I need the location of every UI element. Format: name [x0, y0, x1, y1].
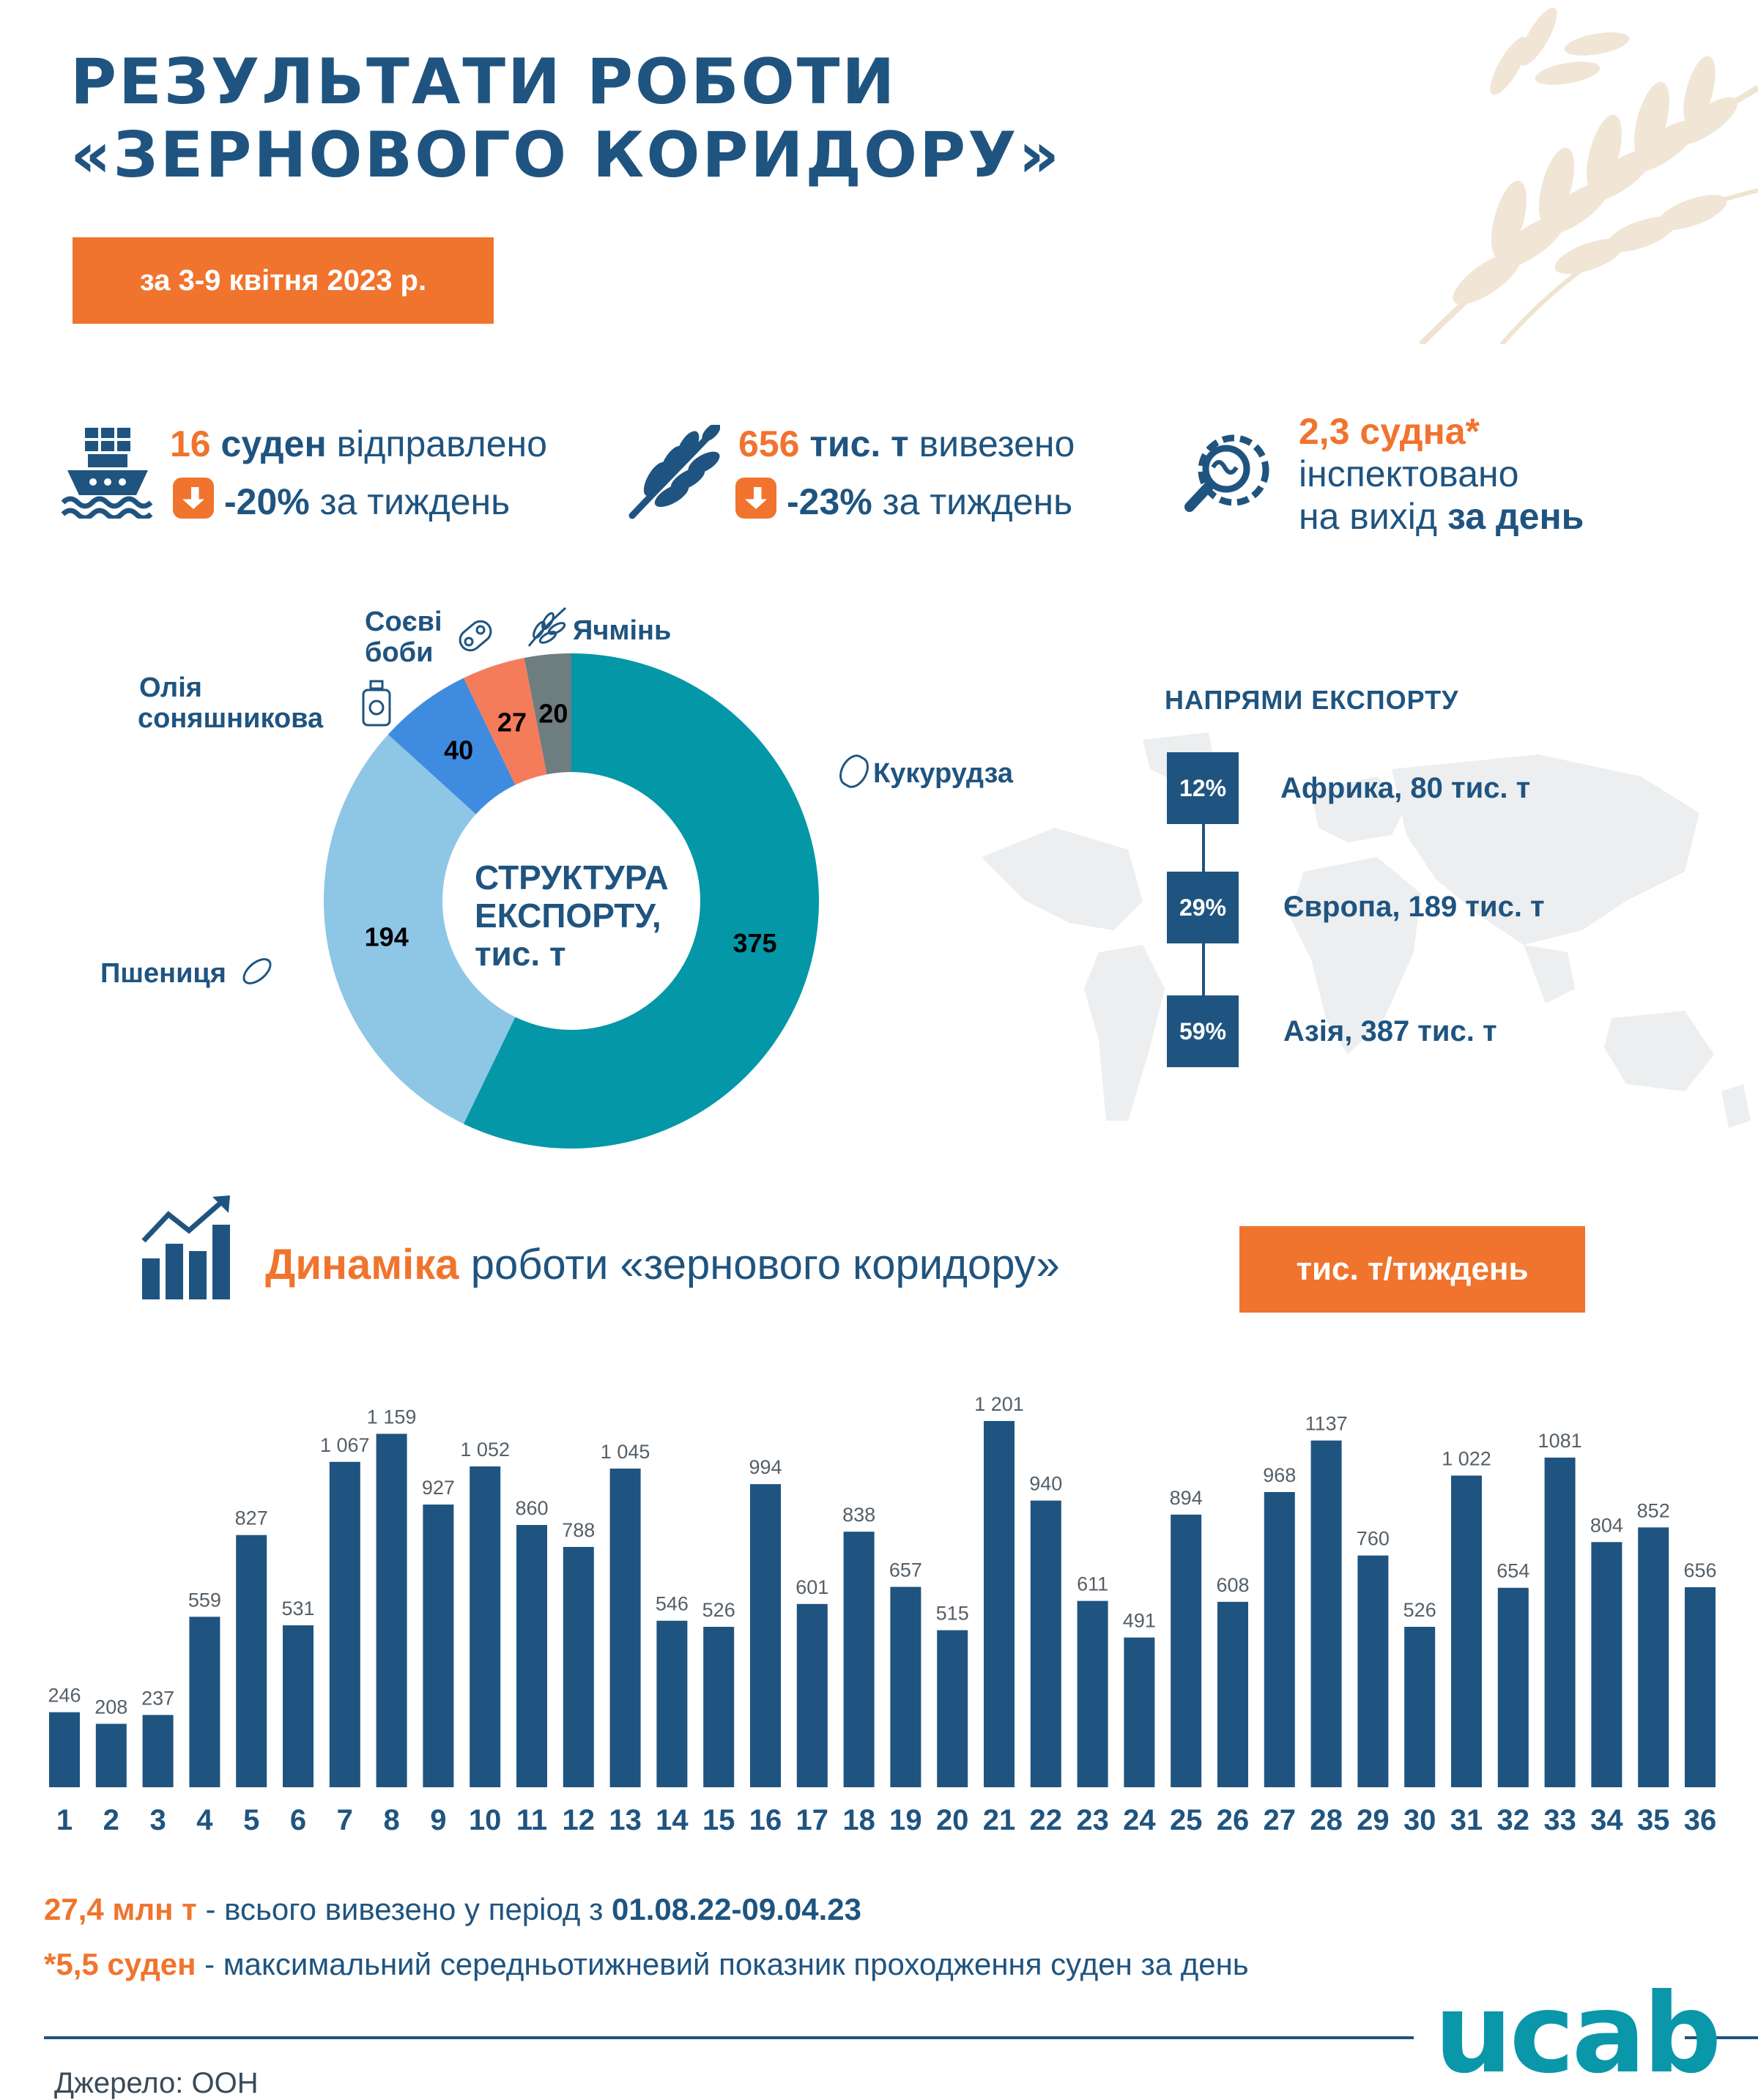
- bar-week-label: 8: [383, 1804, 400, 1836]
- bar: [377, 1433, 407, 1787]
- bar-week-label: 29: [1357, 1804, 1390, 1836]
- bar-week-label: 10: [468, 1804, 502, 1836]
- bar-week-label: 31: [1450, 1804, 1483, 1836]
- bar: [1171, 1515, 1201, 1787]
- bar: [1685, 1587, 1716, 1787]
- bar: [656, 1621, 687, 1787]
- ships-change: [173, 478, 510, 524]
- bar-week-label: 32: [1496, 1804, 1530, 1836]
- growth-chart-icon: [139, 1192, 234, 1301]
- bar-value-label: 804: [1590, 1514, 1623, 1537]
- direction-pct-europe: 29%: [1167, 872, 1239, 943]
- bar-week-label: 9: [430, 1804, 447, 1836]
- barley-icon: [524, 604, 570, 649]
- direction-pct-asia: 59%: [1167, 995, 1239, 1067]
- arrow-down-icon: [735, 478, 776, 519]
- ships-change-value: -20%: [224, 481, 310, 522]
- label-oil: [138, 672, 323, 734]
- bar-week-label: 11: [516, 1804, 548, 1836]
- bar: [1498, 1588, 1529, 1787]
- bar-week-label: 30: [1403, 1804, 1436, 1836]
- bar-week-label: 4: [196, 1804, 213, 1836]
- bar-week-label: 2: [103, 1804, 119, 1836]
- bar: [49, 1713, 80, 1787]
- source-note: Джерело: ООН: [54, 2067, 259, 2099]
- bar-value-label: 994: [749, 1456, 782, 1479]
- bar-week-label: 34: [1590, 1804, 1623, 1836]
- bar-week-label: 7: [336, 1804, 353, 1836]
- bar: [236, 1535, 267, 1787]
- donut-center-line3: тис. т: [475, 935, 566, 973]
- bar: [1311, 1441, 1342, 1787]
- bar-week-label: 35: [1636, 1804, 1670, 1836]
- label-oil-line2: соняшникова: [138, 703, 324, 734]
- arrow-down-icon: [173, 478, 214, 519]
- bar-week-label: 12: [562, 1804, 596, 1836]
- bar-value-label: 1 022: [1442, 1447, 1491, 1470]
- bar-week-label: 14: [656, 1804, 689, 1836]
- bar-value-label: 788: [562, 1518, 596, 1541]
- inspected-stat: [1299, 410, 1584, 538]
- bar-value-label: 237: [141, 1687, 175, 1710]
- bar-value-label: 760: [1356, 1527, 1390, 1550]
- bar-value-label: 656: [1683, 1559, 1717, 1581]
- bar: [1545, 1458, 1576, 1787]
- bar-week-label: 36: [1683, 1804, 1717, 1836]
- donut-center-label: [475, 858, 669, 973]
- bar: [937, 1630, 968, 1787]
- bar: [1357, 1556, 1388, 1787]
- bar-value-label: 852: [1636, 1499, 1670, 1522]
- total-exported-text: - всього вивезено у період з: [205, 1892, 604, 1926]
- dynamics-title-rest: роботи «зернового коридору»: [470, 1241, 1060, 1288]
- bar-value-label: 531: [281, 1597, 315, 1619]
- dynamics-unit-badge: тис. т/тиждень: [1239, 1226, 1585, 1313]
- bar-value-label: 1 067: [320, 1433, 370, 1456]
- soybean-icon: [453, 614, 498, 659]
- max-ships-note: [44, 1947, 1249, 1982]
- tonnage-text: вивезено: [919, 423, 1075, 464]
- total-exported-value: 27,4 млн т: [44, 1892, 197, 1926]
- bar-value-label: 968: [1263, 1464, 1297, 1487]
- direction-pct-africa: 12%: [1167, 752, 1239, 824]
- direction-label-africa: Африка, 80 тис. т: [1280, 772, 1531, 804]
- bar-value-label: 1137: [1305, 1412, 1348, 1435]
- bar: [844, 1532, 875, 1787]
- max-ships-text: - максимальний середньотижневий показник проходження суден за день: [204, 1947, 1249, 1981]
- bar-week-label: 1: [56, 1804, 73, 1836]
- donut-value-label: 40: [444, 735, 474, 765]
- total-exported-period: 01.08.22-09.04.23: [612, 1892, 861, 1926]
- bar-week-label: 33: [1543, 1804, 1576, 1836]
- tonnage-change-value: -23%: [787, 481, 872, 522]
- tonnage-unit: тис. т: [809, 423, 909, 464]
- bar-value-label: 657: [889, 1559, 922, 1581]
- period-badge: за 3-9 квітня 2023 р.: [73, 237, 494, 324]
- weekly-dynamics-bar-chart: [0, 1377, 1758, 1846]
- inspection-gear-magnifier-icon: [1181, 426, 1276, 522]
- bar-value-label: 208: [94, 1696, 128, 1718]
- tonnage-stat: [738, 421, 1075, 467]
- page-title-line1: РЕЗУЛЬТАТИ РОБОТИ: [70, 45, 897, 119]
- bar: [1591, 1542, 1622, 1787]
- label-wheat-text: Пшениця: [100, 958, 226, 989]
- direction-label-asia: Азія, 387 тис. т: [1283, 1015, 1497, 1047]
- label-soy-line2: боби: [365, 637, 434, 668]
- bar-week-label: 23: [1076, 1804, 1109, 1836]
- bar-week-label: 21: [982, 1804, 1016, 1836]
- bar: [1031, 1501, 1061, 1787]
- bar-week-label: 15: [702, 1804, 735, 1836]
- inspected-line3: [1299, 495, 1584, 538]
- bar: [1638, 1527, 1669, 1787]
- donut-value-label: 375: [732, 927, 777, 958]
- label-oil-line1: Олія: [139, 672, 202, 703]
- bar: [703, 1627, 734, 1787]
- tonnage-change: [735, 478, 1072, 524]
- bar-week-label: 22: [1029, 1804, 1063, 1836]
- tonnage-value: 656: [738, 423, 800, 464]
- bar-week-label: 16: [749, 1804, 782, 1836]
- bar: [1264, 1492, 1295, 1787]
- bar-week-label: 20: [935, 1804, 969, 1836]
- donut-value-label: 194: [364, 921, 409, 952]
- cargo-ship-icon: [60, 425, 155, 519]
- inspected-line3-b: за день: [1447, 496, 1584, 537]
- bar-week-label: 3: [149, 1804, 166, 1836]
- ships-change-text: за тиждень: [319, 481, 511, 522]
- donut-center-line2: ЕКСПОРТУ,: [475, 897, 661, 935]
- bar-value-label: 827: [234, 1507, 268, 1529]
- bar-value-label: 526: [702, 1599, 735, 1622]
- bar: [283, 1625, 314, 1787]
- bar-value-label: 1 159: [366, 1406, 417, 1428]
- export-directions-heading: НАПРЯМИ ЕКСПОРТУ: [1165, 685, 1459, 715]
- bar: [890, 1587, 921, 1787]
- bar-value-label: 491: [1122, 1609, 1156, 1632]
- bar-week-label: 24: [1123, 1804, 1156, 1836]
- donut-center-line1: СТРУКТУРА: [475, 858, 669, 897]
- bar: [797, 1604, 828, 1787]
- bar-week-label: 5: [243, 1804, 260, 1836]
- bar: [143, 1715, 174, 1787]
- footer-divider-left: [44, 2036, 1414, 2039]
- bar-value-label: 601: [795, 1576, 829, 1598]
- tonnage-change-text: за тиждень: [882, 481, 1073, 522]
- bar-value-label: 559: [188, 1589, 221, 1611]
- label-corn-text: Кукурудза: [873, 758, 1013, 789]
- oil-bottle-icon: [360, 680, 393, 728]
- inspected-line2: інспектовано: [1299, 453, 1519, 494]
- label-soy: [365, 606, 442, 668]
- ships-unit: суден: [220, 423, 327, 464]
- bar: [423, 1504, 453, 1787]
- page-title-line2: «ЗЕРНОВОГО КОРИДОРУ»: [70, 119, 1062, 192]
- bar: [1124, 1638, 1154, 1787]
- bar-value-label: 546: [655, 1592, 689, 1615]
- bar: [984, 1421, 1015, 1787]
- max-ships-value: *5,5 суден: [44, 1947, 196, 1981]
- bar: [610, 1469, 641, 1787]
- inspected-line3-a: на вихід: [1299, 496, 1438, 537]
- bar-value-label: 608: [1216, 1573, 1250, 1596]
- bar-value-label: 927: [421, 1477, 455, 1499]
- bar-value-label: 860: [515, 1496, 549, 1519]
- bar: [563, 1547, 594, 1787]
- bar-week-label: 26: [1216, 1804, 1250, 1836]
- label-barley: Ячмінь: [573, 615, 672, 646]
- inspected-value: 2,3 судна*: [1299, 411, 1480, 452]
- bar: [1404, 1627, 1435, 1787]
- corn-icon: [834, 750, 874, 793]
- dynamics-title-accent: Динаміка: [265, 1241, 459, 1288]
- bar-value-label: 1 201: [974, 1393, 1024, 1415]
- label-soy-line1: Соєві: [365, 606, 442, 637]
- ships-text: відправлено: [336, 423, 547, 464]
- bar-week-label: 18: [842, 1804, 875, 1836]
- bar: [1451, 1476, 1482, 1787]
- wheat-ear-icon: [626, 425, 720, 520]
- bar: [470, 1466, 500, 1787]
- page-title: [70, 45, 1316, 192]
- bar-value-label: 1 045: [600, 1440, 650, 1463]
- bar-week-label: 27: [1263, 1804, 1297, 1836]
- bar: [750, 1484, 781, 1787]
- bar-value-label: 526: [1403, 1599, 1436, 1622]
- ships-value: 16: [170, 423, 211, 464]
- direction-label-europe: Європа, 189 тис. т: [1283, 891, 1545, 923]
- bar-week-label: 13: [609, 1804, 642, 1836]
- bar-value-label: 654: [1496, 1559, 1530, 1582]
- bar-week-label: 17: [795, 1804, 829, 1836]
- bar: [96, 1724, 127, 1787]
- bar-week-label: 19: [889, 1804, 922, 1836]
- bar-week-label: 25: [1169, 1804, 1203, 1836]
- label-wheat: [100, 958, 274, 989]
- wheat-icon: [238, 953, 276, 989]
- bar-value-label: 838: [842, 1504, 876, 1526]
- donut-value-label: 27: [497, 707, 527, 738]
- bar-value-label: 940: [1029, 1472, 1063, 1495]
- wheat-decoration-icon: [1355, 0, 1758, 344]
- bar-value-label: 515: [935, 1602, 969, 1625]
- donut-value-label: 20: [538, 698, 568, 729]
- bar-week-label: 28: [1310, 1804, 1343, 1836]
- bar-value-label: 894: [1169, 1486, 1203, 1509]
- ships-stat: [170, 421, 547, 467]
- bar-week-label: 6: [289, 1804, 307, 1836]
- bar-value-label: 246: [48, 1684, 81, 1707]
- dynamics-title: [265, 1240, 1060, 1289]
- bar: [516, 1525, 547, 1787]
- bar: [1217, 1602, 1248, 1787]
- bar: [189, 1617, 220, 1787]
- total-exported-note: [44, 1892, 861, 1927]
- bar: [1078, 1601, 1108, 1787]
- bar-value-label: 611: [1077, 1573, 1109, 1595]
- bar: [330, 1462, 360, 1787]
- bar-value-label: 1 052: [460, 1439, 510, 1461]
- ucab-logo: ucab: [1434, 1970, 1719, 2098]
- bar-value-label: 1081: [1538, 1429, 1582, 1452]
